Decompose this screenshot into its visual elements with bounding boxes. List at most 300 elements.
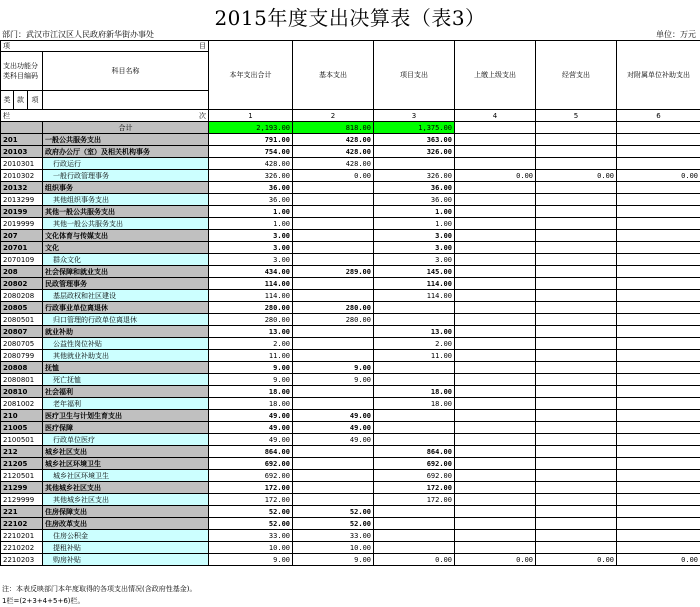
col-num-3: 3 bbox=[374, 110, 455, 122]
row-name: 行政运行 bbox=[43, 158, 209, 170]
row-code: 2013299 bbox=[1, 194, 43, 206]
row-value-col-1: 18.00 bbox=[209, 386, 293, 398]
row-value-col-2: 0.00 bbox=[293, 170, 374, 182]
row-value-col-2: 9.00 bbox=[293, 374, 374, 386]
row-value-col-4 bbox=[455, 266, 536, 278]
col-num-2: 2 bbox=[293, 110, 374, 122]
row-value-col-4 bbox=[455, 506, 536, 518]
row-value-col-5 bbox=[536, 194, 617, 206]
row-value-col-3: 864.00 bbox=[374, 446, 455, 458]
row-value-col-1: 9.00 bbox=[209, 554, 293, 566]
row-value-col-5 bbox=[536, 434, 617, 446]
table-row bbox=[1, 146, 700, 158]
row-value-col-5 bbox=[536, 266, 617, 278]
row-value-col-4 bbox=[455, 434, 536, 446]
row-value-col-5 bbox=[536, 350, 617, 362]
row-value-col-3: 326.00 bbox=[374, 146, 455, 158]
table-row bbox=[1, 386, 700, 398]
row-code: 210 bbox=[1, 410, 43, 422]
table-row bbox=[1, 530, 700, 542]
row-code: 207 bbox=[1, 230, 43, 242]
table-row bbox=[1, 494, 700, 506]
row-value-col-3: 114.00 bbox=[374, 278, 455, 290]
row-value-col-6 bbox=[617, 482, 700, 494]
row-code: 2080208 bbox=[1, 290, 43, 302]
row-value-col-3: 3.00 bbox=[374, 230, 455, 242]
row-name: 城乡社区支出 bbox=[43, 446, 209, 458]
row-value-col-6 bbox=[617, 518, 700, 530]
total-label: 合计 bbox=[43, 122, 209, 134]
row-value-col-5 bbox=[536, 206, 617, 218]
row-value-col-2 bbox=[293, 194, 374, 206]
row-value-col-1: 754.00 bbox=[209, 146, 293, 158]
row-value-col-6 bbox=[617, 326, 700, 338]
row-name: 其他城乡社区支出 bbox=[43, 494, 209, 506]
row-value-col-4 bbox=[455, 278, 536, 290]
row-value-col-1: 172.00 bbox=[209, 482, 293, 494]
header-xiang2: 项 bbox=[28, 91, 43, 110]
header-lan: 栏 bbox=[3, 111, 10, 120]
row-value-col-3: 11.00 bbox=[374, 350, 455, 362]
row-value-col-4 bbox=[455, 314, 536, 326]
row-value-col-4 bbox=[455, 218, 536, 230]
row-value-col-3 bbox=[374, 362, 455, 374]
row-value-col-4 bbox=[455, 470, 536, 482]
table-row bbox=[1, 170, 700, 182]
row-value-col-4 bbox=[455, 362, 536, 374]
total-cell: 818.00 bbox=[293, 122, 374, 134]
row-value-col-5 bbox=[536, 398, 617, 410]
note-1: 注：本表反映部门本年度取得的各项支出情况(含政府性基金)。 bbox=[2, 585, 197, 593]
row-value-col-3: 1.00 bbox=[374, 218, 455, 230]
row-name: 文化体育与传媒支出 bbox=[43, 230, 209, 242]
row-value-col-5 bbox=[536, 386, 617, 398]
row-value-col-4 bbox=[455, 422, 536, 434]
total-row bbox=[1, 122, 700, 134]
row-value-col-2 bbox=[293, 326, 374, 338]
table-row bbox=[1, 242, 700, 254]
table-row bbox=[1, 326, 700, 338]
row-name: 民政管理事务 bbox=[43, 278, 209, 290]
row-value-col-3: 3.00 bbox=[374, 254, 455, 266]
row-value-col-4 bbox=[455, 350, 536, 362]
row-value-col-2: 428.00 bbox=[293, 134, 374, 146]
row-code: 2010301 bbox=[1, 158, 43, 170]
row-value-col-4 bbox=[455, 146, 536, 158]
row-value-col-4 bbox=[455, 494, 536, 506]
row-value-col-5 bbox=[536, 158, 617, 170]
row-value-col-1: 13.00 bbox=[209, 326, 293, 338]
row-name: 抚恤 bbox=[43, 362, 209, 374]
row-code: 2081002 bbox=[1, 398, 43, 410]
row-code: 2080501 bbox=[1, 314, 43, 326]
row-code: 2129999 bbox=[1, 494, 43, 506]
row-code: 2080705 bbox=[1, 338, 43, 350]
col-num-6: 6 bbox=[617, 110, 700, 122]
row-value-col-4: 0.00 bbox=[455, 170, 536, 182]
row-value-col-5 bbox=[536, 302, 617, 314]
row-code: 21299 bbox=[1, 482, 43, 494]
row-value-col-6 bbox=[617, 230, 700, 242]
row-value-col-6 bbox=[617, 218, 700, 230]
row-value-col-1: 2.00 bbox=[209, 338, 293, 350]
row-value-col-2: 280.00 bbox=[293, 314, 374, 326]
row-name: 行政事业单位离退休 bbox=[43, 302, 209, 314]
row-value-col-2: 428.00 bbox=[293, 158, 374, 170]
row-code: 2080799 bbox=[1, 350, 43, 362]
row-value-col-6 bbox=[617, 182, 700, 194]
row-value-col-2: 280.00 bbox=[293, 302, 374, 314]
table-row bbox=[1, 446, 700, 458]
row-value-col-6: 0.00 bbox=[617, 554, 700, 566]
row-value-col-3: 18.00 bbox=[374, 386, 455, 398]
row-value-col-3: 363.00 bbox=[374, 134, 455, 146]
row-value-col-5 bbox=[536, 326, 617, 338]
row-value-col-6 bbox=[617, 386, 700, 398]
row-value-col-6 bbox=[617, 194, 700, 206]
row-name: 行政单位医疗 bbox=[43, 434, 209, 446]
row-value-col-6 bbox=[617, 542, 700, 554]
table-row bbox=[1, 458, 700, 470]
row-value-col-2 bbox=[293, 254, 374, 266]
row-value-col-3 bbox=[374, 302, 455, 314]
row-value-col-2 bbox=[293, 398, 374, 410]
row-value-col-4 bbox=[455, 134, 536, 146]
row-value-col-2: 428.00 bbox=[293, 146, 374, 158]
row-value-col-5: 0.00 bbox=[536, 554, 617, 566]
row-value-col-1: 18.00 bbox=[209, 398, 293, 410]
row-value-col-6 bbox=[617, 290, 700, 302]
row-value-col-6 bbox=[617, 350, 700, 362]
row-value-col-5 bbox=[536, 470, 617, 482]
row-code: 2019999 bbox=[1, 218, 43, 230]
row-name: 归口管理的行政单位离退休 bbox=[43, 314, 209, 326]
row-value-col-2 bbox=[293, 218, 374, 230]
row-value-col-6 bbox=[617, 410, 700, 422]
row-value-col-2 bbox=[293, 482, 374, 494]
row-value-col-2 bbox=[293, 338, 374, 350]
row-value-col-5 bbox=[536, 278, 617, 290]
table-row bbox=[1, 482, 700, 494]
row-value-col-2: 52.00 bbox=[293, 518, 374, 530]
row-code: 21205 bbox=[1, 458, 43, 470]
row-value-col-6 bbox=[617, 338, 700, 350]
row-value-col-2: 10.00 bbox=[293, 542, 374, 554]
total-cell bbox=[455, 122, 536, 134]
col-header-2: 基本支出 bbox=[293, 41, 374, 110]
row-code: 2210203 bbox=[1, 554, 43, 566]
row-code: 21005 bbox=[1, 422, 43, 434]
table-row bbox=[1, 182, 700, 194]
row-code: 20103 bbox=[1, 146, 43, 158]
table-row bbox=[1, 506, 700, 518]
row-name: 一般公共服务支出 bbox=[43, 134, 209, 146]
row-code: 208 bbox=[1, 266, 43, 278]
table-row bbox=[1, 254, 700, 266]
row-code: 20808 bbox=[1, 362, 43, 374]
row-value-col-1: 52.00 bbox=[209, 506, 293, 518]
row-value-col-4 bbox=[455, 410, 536, 422]
row-value-col-2: 49.00 bbox=[293, 422, 374, 434]
row-value-col-1: 434.00 bbox=[209, 266, 293, 278]
row-code: 20132 bbox=[1, 182, 43, 194]
col-num-4: 4 bbox=[455, 110, 536, 122]
row-value-col-4 bbox=[455, 242, 536, 254]
total-cell bbox=[617, 122, 700, 134]
row-name: 城乡社区环境卫生 bbox=[43, 458, 209, 470]
col-header-3: 项目支出 bbox=[374, 41, 455, 110]
row-value-col-2 bbox=[293, 458, 374, 470]
row-name: 提租补贴 bbox=[43, 542, 209, 554]
row-value-col-1: 1.00 bbox=[209, 218, 293, 230]
row-value-col-1: 49.00 bbox=[209, 410, 293, 422]
row-value-col-4 bbox=[455, 230, 536, 242]
code-label: 支出功能分类科目编码 bbox=[1, 52, 43, 91]
row-value-col-4 bbox=[455, 386, 536, 398]
row-value-col-5: 0.00 bbox=[536, 170, 617, 182]
row-code: 20810 bbox=[1, 386, 43, 398]
row-name: 医疗保障 bbox=[43, 422, 209, 434]
row-value-col-3 bbox=[374, 158, 455, 170]
row-code: 20701 bbox=[1, 242, 43, 254]
row-value-col-1: 36.00 bbox=[209, 182, 293, 194]
row-value-col-2 bbox=[293, 230, 374, 242]
table-row bbox=[1, 362, 700, 374]
row-value-col-1: 172.00 bbox=[209, 494, 293, 506]
row-value-col-1: 114.00 bbox=[209, 290, 293, 302]
row-value-col-4 bbox=[455, 482, 536, 494]
row-value-col-5 bbox=[536, 242, 617, 254]
row-name: 死亡抚恤 bbox=[43, 374, 209, 386]
row-value-col-4 bbox=[455, 302, 536, 314]
table-row bbox=[1, 374, 700, 386]
row-value-col-3: 172.00 bbox=[374, 494, 455, 506]
row-value-col-5 bbox=[536, 542, 617, 554]
row-value-col-5 bbox=[536, 146, 617, 158]
row-code: 2080801 bbox=[1, 374, 43, 386]
row-value-col-2 bbox=[293, 290, 374, 302]
row-name: 其他城乡社区支出 bbox=[43, 482, 209, 494]
table-row bbox=[1, 542, 700, 554]
row-value-col-3: 2.00 bbox=[374, 338, 455, 350]
row-value-col-2 bbox=[293, 386, 374, 398]
row-value-col-4 bbox=[455, 194, 536, 206]
row-value-col-4 bbox=[455, 398, 536, 410]
row-value-col-3: 1.00 bbox=[374, 206, 455, 218]
table-row bbox=[1, 302, 700, 314]
row-value-col-1: 280.00 bbox=[209, 314, 293, 326]
department-label: 部门：武汉市江汉区人民政府新华街办事处 bbox=[2, 30, 154, 39]
table-row bbox=[1, 230, 700, 242]
row-value-col-6 bbox=[617, 278, 700, 290]
row-value-col-3 bbox=[374, 506, 455, 518]
row-code: 20805 bbox=[1, 302, 43, 314]
table-row bbox=[1, 554, 700, 566]
table-row bbox=[1, 338, 700, 350]
row-value-col-1: 692.00 bbox=[209, 470, 293, 482]
header-xiang: 项 bbox=[3, 42, 10, 50]
row-value-col-5 bbox=[536, 254, 617, 266]
row-value-col-3: 13.00 bbox=[374, 326, 455, 338]
row-value-col-3: 692.00 bbox=[374, 470, 455, 482]
row-value-col-3 bbox=[374, 422, 455, 434]
row-value-col-1: 52.00 bbox=[209, 518, 293, 530]
row-value-col-1: 326.00 bbox=[209, 170, 293, 182]
row-value-col-5 bbox=[536, 290, 617, 302]
header-mu: 目 bbox=[199, 42, 206, 50]
col-num-5: 5 bbox=[536, 110, 617, 122]
expenditure-table bbox=[0, 40, 700, 566]
table-row bbox=[1, 194, 700, 206]
row-value-col-2: 49.00 bbox=[293, 434, 374, 446]
row-name: 其他就业补助支出 bbox=[43, 350, 209, 362]
row-value-col-4 bbox=[455, 254, 536, 266]
row-value-col-6 bbox=[617, 470, 700, 482]
table-row bbox=[1, 134, 700, 146]
row-value-col-1: 3.00 bbox=[209, 254, 293, 266]
row-name: 基层政权和社区建设 bbox=[43, 290, 209, 302]
row-value-col-5 bbox=[536, 518, 617, 530]
row-value-col-3: 172.00 bbox=[374, 482, 455, 494]
row-code: 20199 bbox=[1, 206, 43, 218]
col-header-1: 本年支出合计 bbox=[209, 41, 293, 110]
row-name: 政府办公厅（室）及相关机构事务 bbox=[43, 146, 209, 158]
row-value-col-1: 280.00 bbox=[209, 302, 293, 314]
row-value-col-2: 52.00 bbox=[293, 506, 374, 518]
row-value-col-1: 49.00 bbox=[209, 422, 293, 434]
table-row bbox=[1, 278, 700, 290]
row-name: 就业补助 bbox=[43, 326, 209, 338]
table-row bbox=[1, 158, 700, 170]
row-value-col-2: 289.00 bbox=[293, 266, 374, 278]
row-value-col-6 bbox=[617, 506, 700, 518]
row-value-col-6 bbox=[617, 434, 700, 446]
table-row bbox=[1, 470, 700, 482]
row-value-col-6 bbox=[617, 266, 700, 278]
row-code: 2070109 bbox=[1, 254, 43, 266]
row-name: 一般行政管理事务 bbox=[43, 170, 209, 182]
page-title: 2015年度支出决算表（表3） bbox=[214, 6, 486, 30]
row-value-col-6 bbox=[617, 242, 700, 254]
row-value-col-6 bbox=[617, 374, 700, 386]
row-value-col-1: 692.00 bbox=[209, 458, 293, 470]
row-name: 文化 bbox=[43, 242, 209, 254]
row-value-col-4 bbox=[455, 446, 536, 458]
row-value-col-5 bbox=[536, 458, 617, 470]
row-code: 2210201 bbox=[1, 530, 43, 542]
row-value-col-5 bbox=[536, 446, 617, 458]
col-header-5: 经营支出 bbox=[536, 41, 617, 110]
row-code: 2010302 bbox=[1, 170, 43, 182]
header-lei: 类 bbox=[1, 91, 14, 110]
row-name: 其他组织事务支出 bbox=[43, 194, 209, 206]
row-value-col-4: 0.00 bbox=[455, 554, 536, 566]
header-ci: 次 bbox=[199, 111, 206, 120]
total-cell bbox=[536, 122, 617, 134]
row-name: 社会保障和就业支出 bbox=[43, 266, 209, 278]
row-value-col-2 bbox=[293, 278, 374, 290]
row-value-col-6 bbox=[617, 530, 700, 542]
row-value-col-6 bbox=[617, 458, 700, 470]
row-name: 公益性岗位补贴 bbox=[43, 338, 209, 350]
table-row bbox=[1, 290, 700, 302]
row-value-col-1: 791.00 bbox=[209, 134, 293, 146]
row-value-col-4 bbox=[455, 158, 536, 170]
row-value-col-4 bbox=[455, 326, 536, 338]
row-value-col-1: 1.00 bbox=[209, 206, 293, 218]
row-code: 2210202 bbox=[1, 542, 43, 554]
row-value-col-3: 145.00 bbox=[374, 266, 455, 278]
row-value-col-3: 114.00 bbox=[374, 290, 455, 302]
row-value-col-6 bbox=[617, 362, 700, 374]
row-value-col-3: 36.00 bbox=[374, 194, 455, 206]
row-name: 住房改革支出 bbox=[43, 518, 209, 530]
total-cell: 1,375.00 bbox=[374, 122, 455, 134]
total-cell: 2,193.00 bbox=[209, 122, 293, 134]
row-value-col-3 bbox=[374, 434, 455, 446]
row-value-col-2 bbox=[293, 242, 374, 254]
row-value-col-5 bbox=[536, 506, 617, 518]
row-value-col-2: 9.00 bbox=[293, 362, 374, 374]
row-name: 医疗卫生与计划生育支出 bbox=[43, 410, 209, 422]
row-value-col-1: 864.00 bbox=[209, 446, 293, 458]
row-name: 群众文化 bbox=[43, 254, 209, 266]
row-value-col-4 bbox=[455, 206, 536, 218]
row-value-col-1: 3.00 bbox=[209, 230, 293, 242]
row-name: 老年福利 bbox=[43, 398, 209, 410]
row-value-col-1: 11.00 bbox=[209, 350, 293, 362]
row-value-col-5 bbox=[536, 230, 617, 242]
row-value-col-3 bbox=[374, 314, 455, 326]
row-value-col-6 bbox=[617, 254, 700, 266]
row-value-col-5 bbox=[536, 218, 617, 230]
table-row bbox=[1, 518, 700, 530]
row-value-col-3 bbox=[374, 374, 455, 386]
row-value-col-5 bbox=[536, 362, 617, 374]
row-value-col-6 bbox=[617, 134, 700, 146]
row-value-col-1: 33.00 bbox=[209, 530, 293, 542]
row-value-col-2: 33.00 bbox=[293, 530, 374, 542]
table-row bbox=[1, 410, 700, 422]
row-value-col-2 bbox=[293, 350, 374, 362]
row-value-col-6 bbox=[617, 446, 700, 458]
row-value-col-4 bbox=[455, 530, 536, 542]
row-value-col-2: 49.00 bbox=[293, 410, 374, 422]
row-code: 201 bbox=[1, 134, 43, 146]
row-value-col-6: 0.00 bbox=[617, 170, 700, 182]
row-value-col-2 bbox=[293, 206, 374, 218]
row-value-col-6 bbox=[617, 158, 700, 170]
row-code: 20807 bbox=[1, 326, 43, 338]
row-code: 212 bbox=[1, 446, 43, 458]
table-row bbox=[1, 206, 700, 218]
row-value-col-3: 692.00 bbox=[374, 458, 455, 470]
row-value-col-5 bbox=[536, 338, 617, 350]
row-code: 221 bbox=[1, 506, 43, 518]
row-name: 组织事务 bbox=[43, 182, 209, 194]
row-value-col-5 bbox=[536, 530, 617, 542]
row-value-col-3: 0.00 bbox=[374, 554, 455, 566]
table-row bbox=[1, 434, 700, 446]
row-value-col-1: 36.00 bbox=[209, 194, 293, 206]
row-value-col-3: 326.00 bbox=[374, 170, 455, 182]
table-row bbox=[1, 422, 700, 434]
row-code: 22102 bbox=[1, 518, 43, 530]
row-value-col-5 bbox=[536, 374, 617, 386]
column-number-row bbox=[1, 110, 700, 122]
row-value-col-2 bbox=[293, 470, 374, 482]
name-label: 科目名称 bbox=[43, 52, 209, 91]
